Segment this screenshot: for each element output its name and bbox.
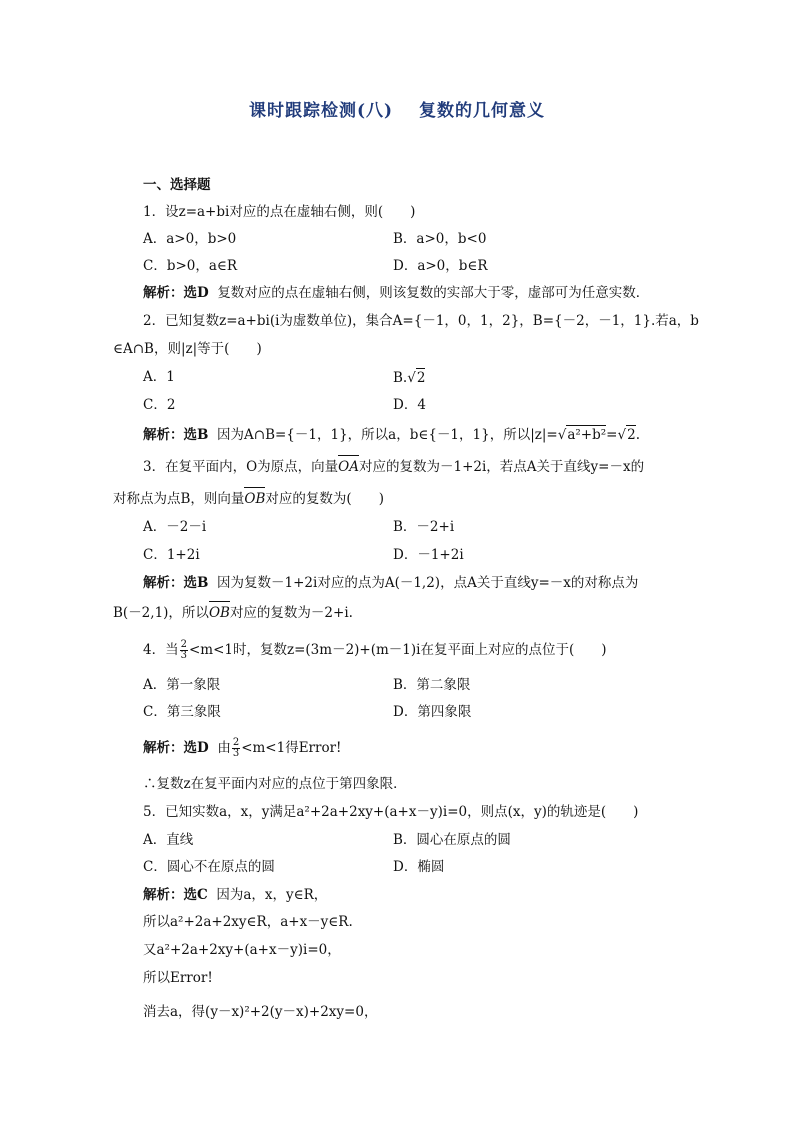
q4-answer-frac-num: 2 xyxy=(232,737,240,748)
q3-answer-cont xyxy=(113,604,353,622)
q3-stem-cont xyxy=(113,490,384,508)
q5-stem: 5．已知实数a，x，y满足a²+2a+2xy+(a+x－y)i=0，则点(x，y)的轨迹是( ) xyxy=(143,804,639,820)
q4-option-b: B．第二象限 xyxy=(393,677,471,693)
q4-answer-frac-den: 3 xyxy=(232,748,240,759)
q2-option-b-radicand: 2 xyxy=(416,370,426,386)
q2-stem: 2．已知复数z=a+bi(i为虚数单位)，集合A={－1，0，1，2}，B={－2，－1，1}.若a，b xyxy=(143,313,699,329)
q2-answer-radicand: a²+b² xyxy=(567,427,607,443)
q5-option-a: A．直线 xyxy=(143,832,194,848)
vector-ob-answer: OB xyxy=(208,605,230,621)
q2-option-c: C．2 xyxy=(143,397,176,413)
q4-option-c: C．第三象限 xyxy=(143,704,221,720)
q2-option-b: B.√2 xyxy=(393,370,426,386)
vector-oa: OA xyxy=(338,459,359,475)
q3-stem2-b: 对应的复数为( ) xyxy=(265,491,384,507)
q2-answer-eq: = xyxy=(606,427,618,443)
q4-answer-fraction xyxy=(232,738,240,759)
q4-option-d: D．第四象限 xyxy=(393,704,472,720)
q4-answer-cont: ∴复数z在复平面内对应的点位于第四象限． xyxy=(143,776,407,792)
q5-answer xyxy=(143,886,327,904)
q5-option-d: D．椭圆 xyxy=(393,859,445,875)
q5-answer-line2: 所以a²+2a+2xy∈R，a+x－y∈R. xyxy=(143,914,353,930)
q3-answer-text: 因为复数－1+2i对应的点为A(－1,2)，点A关于直线y=－x的对称点为 xyxy=(217,575,639,591)
q3-answer-label: 解析：选B xyxy=(143,575,209,591)
q4-fraction xyxy=(180,640,188,661)
q2-option-d: D．4 xyxy=(393,397,426,413)
q2-option-a: A．1 xyxy=(143,369,175,385)
q4-answer-a: 由 xyxy=(217,740,231,756)
q2-answer-end: . xyxy=(635,427,640,443)
q4-answer-b: <m<1得Error! xyxy=(241,740,342,756)
q4-option-a: A．第一象限 xyxy=(143,677,221,693)
q3-stem xyxy=(143,458,644,476)
title-sub: 复数的几何意义 xyxy=(419,101,546,121)
q4-stem-a: 4．当 xyxy=(143,642,179,658)
q5-answer-text: 因为a，x，y∈R， xyxy=(216,887,328,903)
q4-frac-num: 2 xyxy=(180,639,187,650)
q5-option-c: C．圆心不在原点的圆 xyxy=(143,859,275,875)
q1-option-b: B．a>0，b<0 xyxy=(393,231,487,247)
q2-stem-cont: ∈A∩B，则|z|等于( ) xyxy=(113,341,262,357)
q3-option-d: D．－1+2i xyxy=(393,547,464,563)
q2-option-b-label: B. xyxy=(393,370,408,386)
q5-answer-label: 解析：选C xyxy=(143,887,208,903)
q3-stem-b: 对应的复数为－1+2i，若点A关于直线y=－x的 xyxy=(359,459,645,475)
q1-answer-label: 解析：选D xyxy=(143,285,209,301)
title-main: 课时跟踪检测(八) xyxy=(248,101,394,121)
q4-answer-label: 解析：选D xyxy=(143,740,209,756)
q5-option-b: B．圆心在原点的圆 xyxy=(393,832,511,848)
q3-answer2-b: 对应的复数为－2+i. xyxy=(229,605,353,621)
q5-answer-line4: 所以Error! xyxy=(143,970,213,986)
q1-option-c: C．b>0，a∈R xyxy=(143,258,238,274)
q3-answer2-a: B(－2,1)，所以 xyxy=(113,605,209,621)
page-title xyxy=(0,96,794,121)
q1-option-d: D．a>0，b∈R xyxy=(393,258,488,274)
q3-answer xyxy=(143,574,638,592)
q5-answer-line3: 又a²+2a+2xy+(a+x－y)i=0， xyxy=(143,942,341,958)
section-heading: 一、选择题 xyxy=(143,177,211,193)
q2-answer-radicand-2: 2 xyxy=(627,427,636,443)
q1-stem: 1．设z=a+bi对应的点在虚轴右侧，则( ) xyxy=(143,204,416,220)
q1-answer-text: 复数对应的点在虚轴右侧，则该复数的实部大于零，虚部可为任意实数． xyxy=(217,285,650,301)
q1-option-a: A．a>0，b>0 xyxy=(143,231,237,247)
q4-answer xyxy=(143,738,341,759)
q3-stem-a: 3．在复平面内，O为原点，向量 xyxy=(143,459,339,475)
q4-frac-den: 3 xyxy=(180,650,187,661)
q1-answer xyxy=(143,284,649,302)
q5-answer-line5: 消去a，得(y－x)²+2(y－x)+2xy=0， xyxy=(143,1004,378,1020)
q4-stem xyxy=(143,640,607,661)
q3-option-b: B．－2+i xyxy=(393,519,455,535)
q3-option-c: C．1+2i xyxy=(143,547,200,563)
vector-ob: OB xyxy=(244,491,266,507)
q3-stem2-a: 对称点为点B，则向量 xyxy=(113,491,245,507)
q2-answer: 解析：选B 因为A∩B={－1，1}，所以a，b∈{－1，1}，所以|z|=√a²+b²=√2. xyxy=(143,427,640,443)
q2-answer-label: 解析：选B xyxy=(143,427,209,443)
q4-stem-b: <m<1时，复数z=(3m－2)+(m－1)i在复平面上对应的点位于( ) xyxy=(188,642,607,658)
q3-option-a: A．－2－i xyxy=(143,519,207,535)
q2-answer-text: 因为A∩B={－1，1}，所以a，b∈{－1，1}，所以|z|= xyxy=(217,427,558,443)
